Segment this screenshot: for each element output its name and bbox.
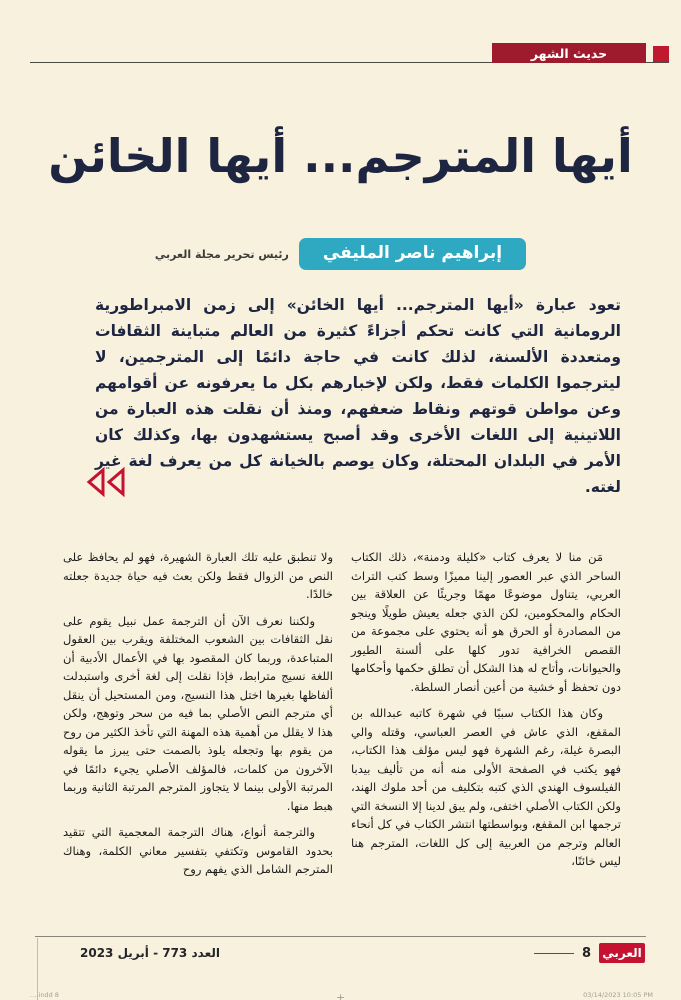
registration-mark: + [336,991,346,1000]
issue-line: العدد 773 - أبريل 2023 [80,946,220,960]
body-column-right [351,548,621,934]
body-column-left [63,548,333,934]
arabi-magazine-logo: العربي [599,943,645,963]
body-paragraph: ولكننا نعرف الآن أن الترجمة عمل نبيل يقوم على نقل الثقافات بين الشعوب المختلفة ويقرب بين العقول المتباعدة، وربما كان المقصود بها في الأعمال الأدبية أن اللغة نسيج مترابط، فإذا نقلت إلى لغة أخرى واستبدلت ألفاظها بغيرها اختل هذا النسيج، ومن المستحيل أن ينقل أي مترجم النص الأصلي بما فيه من سحر وتوهج، ولكن هذا لا يقلل من أهمية هذه المهنة التي تأخذ الكثير من روح من يقوم بها وتجعله يلوذ بالصمت حتى يبرز ما يقوله الآخرون من كلمات، فالمؤلف الأصلي يجيء دائمًا في المرتبة الأولى بينما لا يتجاوز المترجم المرتبة الثانية وربما هبط منها. [63,613,333,813]
article-title: أيها المترجم... أيها الخائن [48,129,633,183]
author-name-badge: إبراهيم ناصر المليفي [299,238,526,270]
author-role: رئيس تحرير مجلة العربي [154,247,289,261]
page-number: 8 [581,945,591,961]
double-chevron-svg [83,466,129,498]
footer-page-group [534,942,645,964]
body-paragraph: وكان هذا الكتاب سببًا في شهرة كاتبه عبدالله بن المقفع، الذي عاش في العصر العباسي، وقتله والي البصرة غيلة، رغم الشهرة فهو ليس مؤلف هذا الكتاب، فهو يكتب في الصفحة الأولى منه أنه من تأليف بيدبا الفيلسوف الهندي الذي كتبه بتكليف من أحد ملوك الهند، ولكن الكتاب الأصلي اختفى، ولم يبق لدينا إلا النسخة التي ترجمها ابن المقفع، وبواسطتها انتشر الكتاب في كل أنحاء العالم وترجم من العربية إلى كل اللغات، المترجم هنا ليس خائنًا، [351,706,621,868]
prepress-filename-mark: ….indd 8 [30,991,59,999]
prepress-timestamp-mark: 03/14/2023 10:05 PM [583,991,653,999]
body-columns [63,548,621,934]
corner-marker [653,46,669,62]
section-banner [492,43,646,63]
body-paragraph: ولا تنطبق عليه تلك العبارة الشهيرة، فهو لم يحافظ على النص من الزوال فقط ولكن بعث فيه حياة جديدة جعلته خالدًا. [63,550,333,601]
footer-rule [35,936,646,937]
section-banner-label: حديث الشهر [530,45,608,61]
double-chevron-icon [83,466,129,498]
intro-paragraph: تعود عبارة «أيها المترجم... أيها الخائن» إلى زمن الامبراطورية الرومانية التي كانت تحكم أجزاءً كثيرة من العالم متباينة الثقافات ومتعددة الألسنة، لذلك كانت في حاجة دائمًا إلى المترجمين، لا ليترجموا الكلمات فقط، ولكن لإخبارهم بكل ما يعرفونه عن أقوامهم وعن مواطن قوتهم ونقاط ضعفهم، ومنذ أن نقلت هذه العبارة من اللاتينية إلى اللغات الأخرى وقد أصبح يستشهدون بها، وكذلك كان الأمر في البلدان المحتلة، وكان يوصم بالخيانة كل من يعرف لغة غير لغته. [95,296,621,496]
author-row [0,238,681,270]
footer-leader-line [534,953,574,954]
body-paragraph: والترجمة أنواع، هناك الترجمة المعجمية التي تتقيد بحدود القاموس وتكتفي بتفسير معاني الكلمة، وهناك المترجم الشامل الذي يفهم روح [63,825,333,876]
body-paragraph: مَن منا لا يعرف كتاب «كليلة ودمنة»، ذلك الكتاب الساحر الذي عبر العصور إلينا مميزًا وسط كتب التراث العربي، يتناول موضوعًا مهمًا وجريئًا عن العلاقة بين الحكام والمحكومين، لكن الذي جعله يعيش طويلًا وينجو من المصادرة أو الحرق هو أنه يحتوي على مجموعة من القصص الخرافية تدور كلها على ألسنة الطيور والحيوانات، وأتاح له هذا الشكل أن تطلق حكمها وأحكامها دون تحفظ أو خشية من أعين أنصار السلطة. [351,550,621,694]
